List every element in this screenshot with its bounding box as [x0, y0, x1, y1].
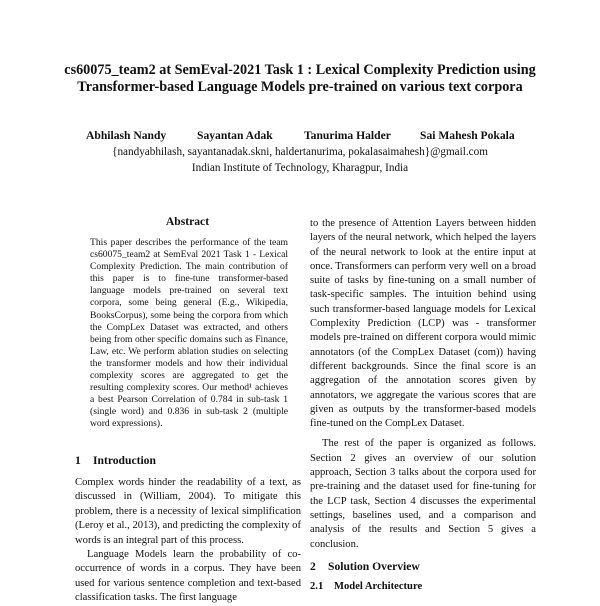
subsection-title: Model Architecture: [334, 581, 423, 592]
section-number: 1: [75, 454, 81, 467]
section-heading: [310, 560, 420, 573]
author-list: [0, 129, 600, 145]
paragraph: Complex words hinder the readability of a text, as discussed in (William, 2004). To mitigate this problem, there is a necessity of lexical simplification (Leroy et al., 2013), and predicting the complexity of words is an integral part of this process.: [75, 477, 301, 546]
author-name: Sai Mahesh Pokala: [420, 129, 515, 142]
subsection-heading: [310, 581, 422, 592]
column-left-body: [75, 476, 301, 606]
paragraph: to the presence of Attention Layers between hidden layers of the neural network, which helped the layers of the neural network to look at the entire input at once. Transformers can perform very well on a broad suite of tasks by fine-tuning on a small number of task-specific samples. The intuition behind using such transformer-based language models for Lexical Complexity Prediction (LCP) was - transformer models pre-trained on different corpora would mimic annotators (of the CompLex Dataset (com)) having different backgrounds. Since the final score is an aggregation of the annotation scores given by annotators, we aggregate the various scores that are given as outputs by the transformer-based models fine-tuned on the CompLex Dataset.: [310, 218, 536, 430]
author-emails: {nandyabhilash, sayantanadak.skni, haldertanurima, pokalasaimahesh}@gmail.com: [112, 146, 488, 158]
abstract-text: This paper describes the performance of the team cs60075_team2 at SemEval 2021 Task 1 - Lexical Complexity Prediction. The main contribution of this paper is to fine-tune transformer-based language models pre-trained on several text corpora, some being general (E.g., Wikipedia, BooksCorpus), some being the corpora from which the CompLex Dataset was extracted, and others being from other specific domains such as Finance, Law, etc. We perform ablation studies on selecting the transformer models and how their individual complexity scores are aggregated to get the resulting complexity scores. Our method¹ achieves a best Pearson Correlation of 0.784 in sub-task 1 (single word) and 0.836 in sub-task 2 (multiple word expressions).: [90, 237, 288, 430]
paragraph: Language Models learn the probability of co-occurrence of words in a corpus. They have been used for various sentence completion and text-based classification tasks. The first language: [75, 549, 301, 604]
abstract-heading: Abstract: [165, 215, 210, 228]
paragraph: The rest of the paper is organized as follows. Section 2 gives an overview of our solution approach, Section 3 talks about the corpora used for pre-training and the dataset used for fine-tuning for the LCP task, Section 4 discusses the experimental settings, baselines used, and a comparison and analysis of the results and Section 5 gives a conclusion.: [310, 438, 536, 550]
section-heading: [75, 454, 156, 467]
paper-title: cs60075_team2 at SemEval-2021 Task 1 : Lexical Complexity Prediction using Transformer-based Language Models pre-trained on various text corpora: [64, 62, 536, 95]
column-right-body: [310, 217, 536, 552]
section-title: Introduction: [93, 454, 156, 467]
section-number: 2: [310, 560, 316, 573]
author-name: Sayantan Adak: [197, 129, 273, 142]
institution: Indian Institute of Technology, Kharagpur, India: [191, 162, 409, 174]
author-name: Tanurima Halder: [304, 129, 391, 142]
section-title: Solution Overview: [328, 560, 420, 573]
author-name: Abhilash Nandy: [86, 129, 167, 142]
subsection-number: 2.1: [310, 581, 324, 592]
